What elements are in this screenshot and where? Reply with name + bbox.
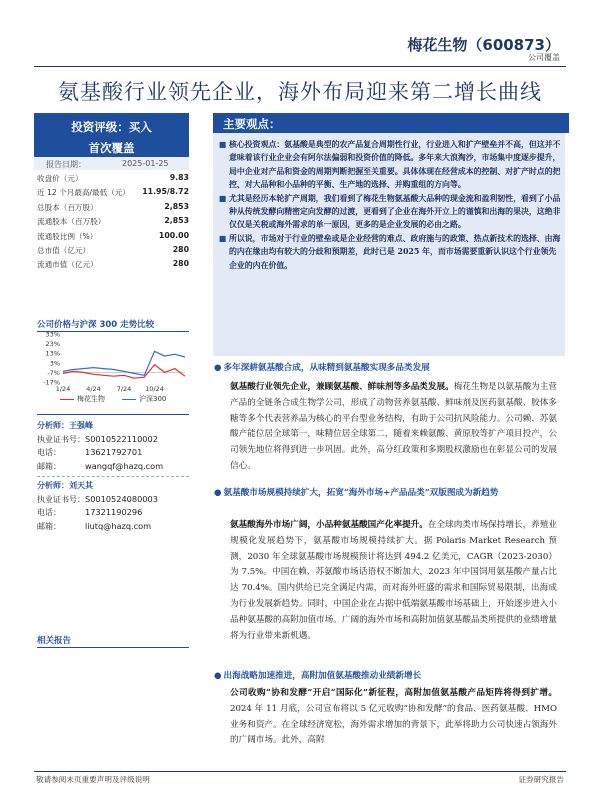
analyst-block [37,420,189,474]
analyst-row: 执业证书号： S0010524080003 [37,494,158,504]
y-tick-label: 3% [49,359,60,368]
analyst-row: 电话： 13621792701 [37,447,143,458]
rating-label: 投资评级：买入 [71,120,152,134]
analyst-name: 分析师：王强峰 [37,421,93,430]
rating-box [34,113,189,157]
company-name: 梅花生物（600873） [407,36,560,54]
stat-row: 近 12 个月最高/最低（元） 11.95/8.72 [37,187,189,198]
report-date-row [34,157,189,170]
main-view-paragraph: ■ 所以说，市场对于行业的壁垒或是企业经营的难点、政府施与的政策、热点新技术的选择、由海的内在缘由均有较大的分歧和预期差，此时已是 2025 年，而市场需要重新认识这个行业领先企业的内在价值。 [219,233,561,270]
stat-row: 流通股比例（%） 100.00 [37,230,189,241]
header-rule [34,66,566,67]
related-reports-title: 相关报告 [37,636,72,646]
date-label: 报告日期： [46,159,86,169]
stat-row: 总市值（亿元） 280 [37,244,189,255]
x-tick-label: 4/24 [86,385,101,393]
x-tick-label: 10/24 [145,385,164,393]
y-tick-label: 13% [45,349,60,358]
footer-disclaimer: 敬请参阅末页重要声明及评级说明 [36,775,150,784]
footer-label: 证券研究报告 [518,775,564,784]
analyst-row: 邮箱： liutq@hazq.com [37,520,152,531]
bullet-icon: ■ [219,233,227,243]
related-reports-rule [37,647,189,648]
stat-row: 收盘价（元） 9.83 [37,173,189,183]
y-tick-label: 33% [45,330,60,339]
analyst-row: 邮箱： wangqf@hazq.com [37,460,164,471]
legend-swatch [60,399,74,400]
price-chart-title: 公司价格与沪深 300 走势比较 [37,320,155,330]
main-view-header [213,113,569,133]
bullet-icon: ■ [219,193,227,203]
legend-item: 梅花生物 [60,394,105,404]
report-date: 2025-01-25 [122,158,169,168]
analyst-block [37,480,189,534]
analyst-divider [37,476,189,477]
y-tick-label: -7% [47,368,60,377]
section-title: ● 多年深耕氨基酸合成，从味精到氨基酸实现多品类发展 [214,363,430,373]
diamond-bullet-icon: ● [214,363,222,373]
coverage-status: 首次覆盖 [88,141,135,155]
analyst-row: 电话： 17321190296 [37,507,143,518]
section-body: 公司收购“协和发酵”开启“国际化”新征程，高附加值氨基酸产品矩阵将得到扩增。2024 年 11 月底，公司宣布将以 5 亿元收购“协和发酵”的食品、医药氨基酸、HMO 业务和资产。在全球经济宽松，海外需求增加的背景下，此举将助力公司快速占领海外的广阔市场。此外，高附 [230,688,557,746]
stat-row: 流通股本（百万股） 2,853 [37,216,189,227]
main-view-body [213,133,565,356]
y-tick-label: 23% [45,340,60,349]
main-view-paragraph: ■ 核心投资观点：氨基酸是典型的农产品复合周期性行业，行业进入和扩产壁垒并不高，但这并不意味着该行业企业会有阿尔法偏弱和投资价值的降低。多年来大浪淘沙，市场集中度逐步提升，局中企业对产品和资金的周期判断把握至关重要。具体体现在经营成本的控制、对扩产时点的把控、对大品种和小品种的平衡、生产地的选择、并购重组的方向等。 [219,140,561,190]
report-title: 氨基酸行业领先企业，海外布局迎来第二增长曲线 [58,80,542,104]
stock-stats [37,173,189,274]
analyst-rule [37,414,189,415]
coverage-label: 公司覆盖 [528,53,560,62]
bullet-icon: ■ [219,140,227,149]
analyst-row: 执业证书号： S0010522110002 [37,434,158,444]
section-title: ● 氨基酸市场规模持续扩大，拓宽“海外市场+产品品类”双版图成为新趋势 [214,488,499,498]
diamond-bullet-icon: ● [214,671,222,681]
y-tick-label: -17% [43,378,60,387]
legend-swatch [122,399,136,400]
section-body: 氨基酸行业领先企业，兼顾氨基酸、鲜味剂等多品类发展。梅花生物是以氨基酸为主营产品的全链条合成生物学公司，形成了动物营养氨基酸、鲜味剂及医药氨基酸、胶体多糖等多个代表营养品为核心的平台型业务结构，有助于公司抗风险能力。公司赖、苏氨酸产能位居全球第一，味精位居全球第二，随着来赖氨酸、黄原胶等扩产项目投产，公司领先地位将得到进一步巩固。此外，高分红政策和多期股权激励也在彰显公司的发展信心。 [230,382,557,471]
section-title: ● 出海战略加速推进，高附加值氨基酸推动业绩新增长 [214,671,422,681]
x-tick-label: 1/24 [55,385,71,393]
analyst-name: 分析师：刘天其 [37,481,93,490]
stat-row: 总股本（百万股） 2,853 [37,201,189,212]
section-body: 氨基酸海外市场广阔，小品种氨基酸国产化率提升。在全球肉类市场保持增长，养殖业规模化发展趋势下，氨基酸市场规模持续扩大。据 Polaris Market Research 预测，2030 年全球氨基酸市场规模预计将达到 494.2 亿美元，CAGR（2023-2030）为 7.5%。中国在赖、苏氨酸市场话语权不断加大，2023 年中国饲用氨基酸产量占比达 70.4%。国内供给已完全满足内需，而对海外旺盛的需求和国际贸易限制，出海成为行业发展新趋势。同时，中国企业在占据中低端氨基酸市场基础上，开始逐步进入小品种氨基酸的高附加值市场。广阔的海外市场和高附加值氨基酸品类所提供的业绩增量将为行业带来新机遇。 [230,520,557,641]
stat-row: 流通市值（亿元） 280 [37,259,189,270]
footer-rule [34,771,566,772]
diamond-bullet-icon: ● [214,488,222,498]
x-tick-label: 7/24 [116,385,132,393]
main-view-paragraph: ■ 尤其是经历本轮扩产周期，我们看到了梅花生物氨基酸大品种的现金流和盈利韧性，看到了小品种从传统发酵向精密定向发酵的过渡，更看到了企业在海外开立上的谨慎和出海的果决，这绝非仅仅是关税或海外需求的单一原因，更多的是企业发展的必由之路。 [219,193,561,230]
legend-item: 沪深300 [122,394,166,404]
main-view-title: 主要观点： [223,117,281,131]
